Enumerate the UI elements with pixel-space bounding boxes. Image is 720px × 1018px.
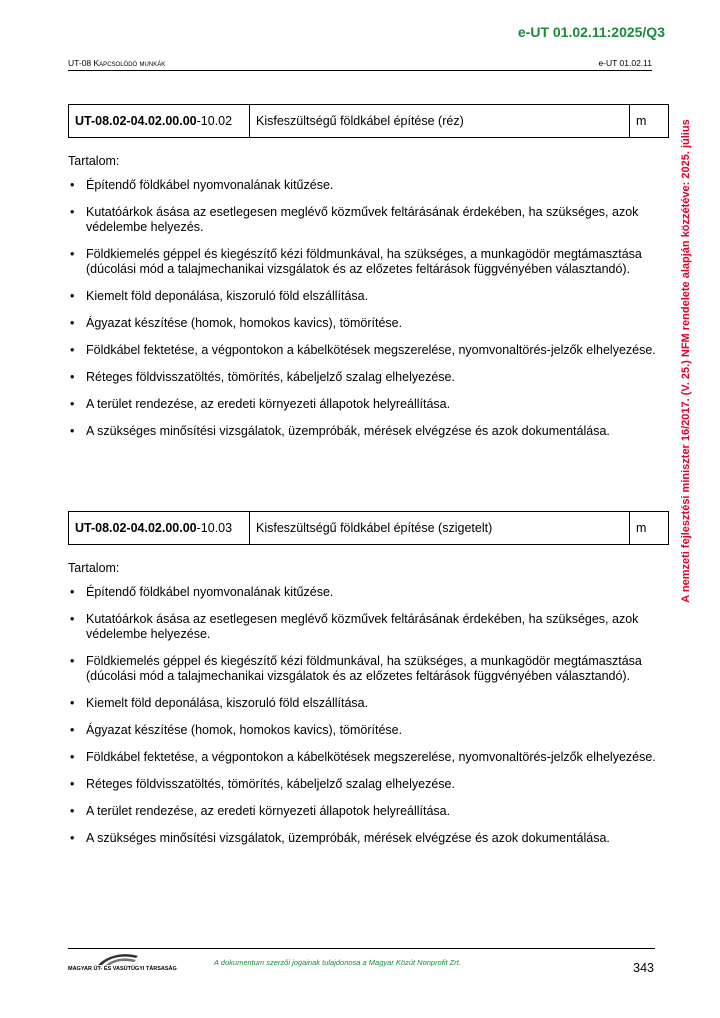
- list-item-text: Réteges földvisszatöltés, tömörítés, kábeljelző szalag elhelyezése.: [86, 370, 455, 384]
- list-item: [68, 831, 669, 846]
- running-header-chapter: Kapcsolódó munkák: [93, 58, 166, 68]
- list-item: [68, 289, 669, 304]
- list-item: [68, 654, 669, 684]
- list-item: [68, 777, 669, 792]
- running-header-left: [68, 58, 165, 68]
- list-item-text: Réteges földvisszatöltés, tömörítés, kábeljelző szalag elhelyezése.: [86, 777, 455, 791]
- list-item-text: Kutatóárkok ásása az esetlegesen meglévő közművek feltárásának érdekében, ha szükséges, azok védelembe helyezése.: [86, 612, 639, 641]
- list-item: [68, 750, 669, 765]
- content-label: Tartalom:: [68, 561, 120, 575]
- item-header-table: [68, 104, 669, 138]
- publisher-logo-text: MAGYAR ÚT- ÉS VASÚTÜGYI TÁRSASÁG: [68, 966, 177, 972]
- item-header-table: [68, 511, 669, 545]
- list-item-text: Kiemelt föld deponálása, kiszoruló föld elszállítása.: [86, 696, 369, 710]
- list-item: [68, 723, 669, 738]
- item-section-2: [68, 511, 669, 858]
- item-code-suffix: -10.03: [196, 521, 233, 535]
- document-code: e-UT 01.02.11:2025/Q3: [517, 24, 665, 40]
- copyright-note: A dokumentum szerzői jogainak tulajdonosa a Magyar Közút Nonprofit Zrt.: [214, 958, 461, 967]
- list-item-text: Építendő földkábel nyomvonalának kitűzése.: [86, 178, 334, 192]
- bullet-icon: •: [70, 612, 75, 626]
- road-swoosh-icon: [96, 952, 140, 966]
- bullet-icon: •: [70, 723, 75, 737]
- item-unit: m: [630, 105, 669, 138]
- item-title: Kisfeszültségű földkábel építése (szigetelt): [250, 512, 630, 545]
- bullet-icon: •: [70, 370, 75, 384]
- list-item: [68, 343, 669, 358]
- content-list: [68, 178, 669, 439]
- running-header: [68, 58, 652, 71]
- list-item: [68, 370, 669, 385]
- bullet-icon: •: [70, 178, 75, 192]
- bullet-icon: •: [70, 247, 75, 261]
- list-item: [68, 585, 669, 600]
- bullet-icon: •: [70, 397, 75, 411]
- bullet-icon: •: [70, 424, 75, 438]
- running-header-prefix: UT-08: [68, 58, 94, 68]
- list-item-text: Ágyazat készítése (homok, homokos kavics), tömörítése.: [86, 316, 403, 330]
- item-code-suffix: -10.02: [196, 114, 233, 128]
- item-code: [69, 512, 250, 545]
- bullet-icon: •: [70, 831, 75, 845]
- list-item-text: A szükséges minősítési vizsgálatok, üzempróbák, mérések elvégzése és azok dokumentálása.: [86, 424, 610, 438]
- footer-divider: [68, 948, 655, 949]
- item-section-1: [68, 104, 669, 451]
- page-number: 343: [633, 961, 654, 975]
- list-item-text: A terület rendezése, az eredeti környezeti állapotok helyreállítása.: [86, 804, 451, 818]
- item-code-main: UT-08.02-04.02.00.00: [75, 114, 197, 128]
- list-item: [68, 247, 669, 277]
- item-code: [69, 105, 250, 138]
- publisher-logo: [68, 952, 177, 976]
- bullet-icon: •: [70, 316, 75, 330]
- list-item: [68, 612, 669, 642]
- list-item: [68, 696, 669, 711]
- list-item-text: Földkábel fektetése, a végpontokon a kábelkötések megszerelése, nyomvonaltörés-jelzők elhelyezése.: [86, 343, 656, 357]
- list-item: [68, 316, 669, 331]
- bullet-icon: •: [70, 289, 75, 303]
- bullet-icon: •: [70, 696, 75, 710]
- bullet-icon: •: [70, 804, 75, 818]
- list-item: [68, 397, 669, 412]
- content-list: [68, 585, 669, 846]
- list-item-text: Földkábel fektetése, a végpontokon a kábelkötések megszerelése, nyomvonaltörés-jelzők elhelyezése.: [86, 750, 656, 764]
- list-item-text: Építendő földkábel nyomvonalának kitűzése.: [86, 585, 334, 599]
- list-item-text: Ágyazat készítése (homok, homokos kavics), tömörítése.: [86, 723, 403, 737]
- side-publication-note-text: A nemzeti fejlesztési miniszter 16/2017. (V. 25.) NFM rendelete alapján közzétéve: 2025. július: [680, 119, 692, 603]
- item-code-main: UT-08.02-04.02.00.00: [75, 521, 197, 535]
- list-item: [68, 424, 669, 439]
- item-unit: m: [630, 512, 669, 545]
- bullet-icon: •: [70, 654, 75, 668]
- list-item: [68, 178, 669, 193]
- list-item-text: A terület rendezése, az eredeti környezeti állapotok helyreállítása.: [86, 397, 451, 411]
- list-item-text: A szükséges minősítési vizsgálatok, üzempróbák, mérések elvégzése és azok dokumentálása.: [86, 831, 610, 845]
- list-item: [68, 205, 669, 235]
- bullet-icon: •: [70, 777, 75, 791]
- list-item-text: Kutatóárkok ásása az esetlegesen meglévő közművek feltárásának érdekében, ha szükséges, azok védelembe helyezés.: [86, 205, 639, 234]
- list-item: [68, 804, 669, 819]
- list-item-text: Földkiemelés géppel és kiegészítő kézi földmunkával, ha szükséges, a munkagödör megtámasztása (dúcolási mód a talajmechanikai vizsgálatok és az előzetes feltárások függvényében választandó).: [86, 654, 642, 683]
- bullet-icon: •: [70, 750, 75, 764]
- bullet-icon: •: [70, 205, 75, 219]
- bullet-icon: •: [70, 585, 75, 599]
- list-item-text: Földkiemelés géppel és kiegészítő kézi földmunkával, ha szükséges, a munkagödör megtámasztása (dúcolási mód a talajmechanikai vizsgálatok és az előzetes feltárások függvényében választandó).: [86, 247, 642, 276]
- item-title: Kisfeszültségű földkábel építése (réz): [250, 105, 630, 138]
- running-header-right: e-UT 01.02.11: [598, 58, 652, 68]
- content-label: Tartalom:: [68, 154, 120, 168]
- side-publication-note: [676, 96, 696, 626]
- list-item-text: Kiemelt föld deponálása, kiszoruló föld elszállítása.: [86, 289, 369, 303]
- bullet-icon: •: [70, 343, 75, 357]
